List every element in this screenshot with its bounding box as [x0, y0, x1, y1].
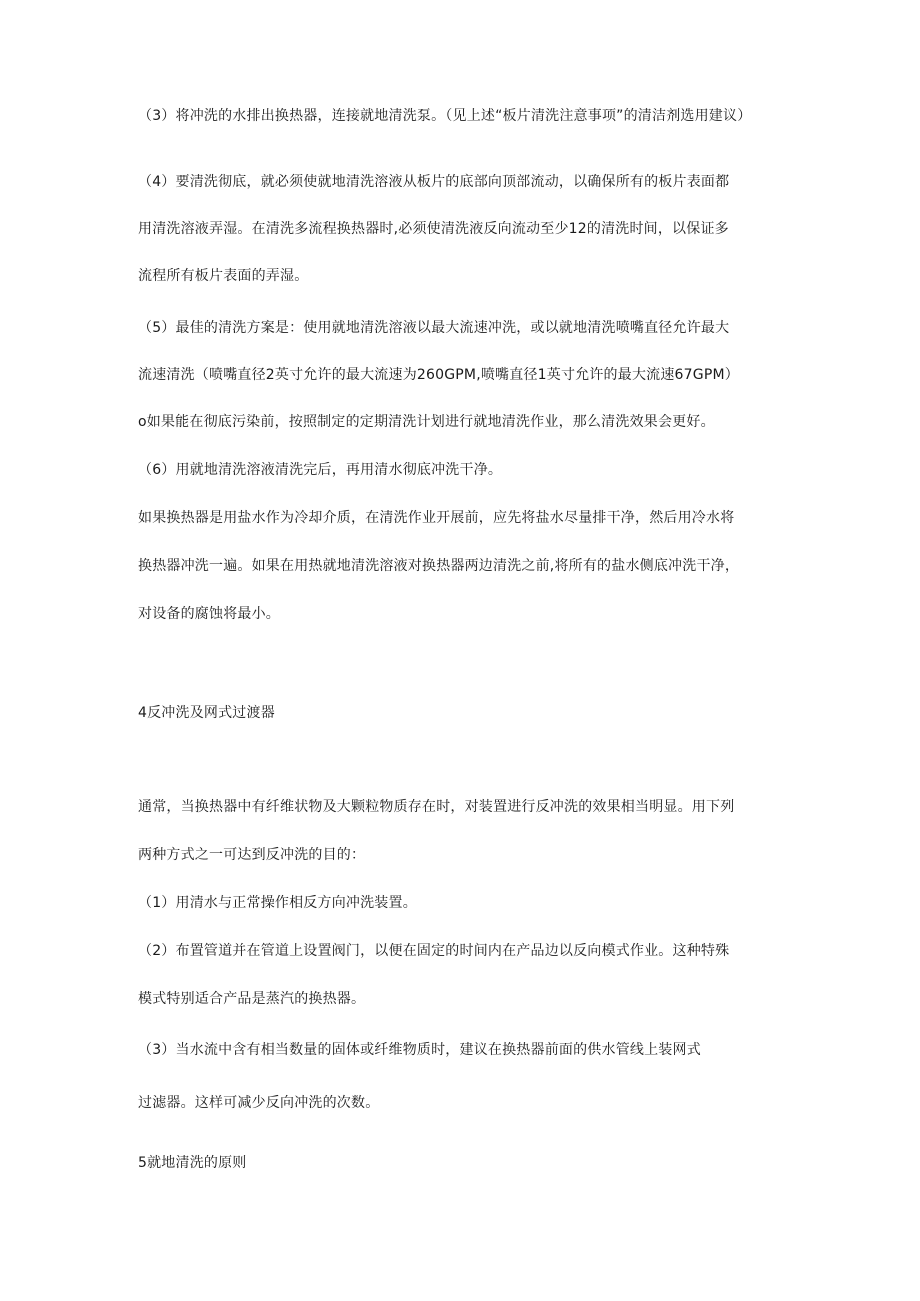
- section-heading-5: 5就地清洗的原则: [138, 1155, 247, 1171]
- paragraph-step-4-line-2: 用清洗溶液弄湿。在清洗多流程换热器时,必须使清洗液反向流动至少12的清洗时间，以保证多: [138, 221, 729, 237]
- list-item-3-line-1: （3）当水流中含有相当数量的固体或纤维物质时，建议在换热器前面的供水管线上装网式: [138, 1042, 701, 1058]
- list-item-3-line-2: 过滤器。这样可减少反向冲洗的次数。: [138, 1095, 380, 1111]
- paragraph-step-4-line-3: 流程所有板片表面的弄湿。: [138, 268, 309, 284]
- paragraph-backflush-line-2: 两种方式之一可达到反冲洗的目的：: [138, 847, 366, 863]
- paragraph-step-6: （6）用就地清洗溶液清洗完后，再用清水彻底冲洗干净。: [138, 462, 503, 478]
- paragraph-brine-line-2: 换热器冲洗一遍。如果在用热就地清洗溶液对换热器两边清洗之前,将所有的盐水侧底冲洗干净，: [138, 558, 740, 574]
- paragraph-brine-line-3: 对设备的腐蚀将最小。: [138, 606, 280, 622]
- section-heading-4: 4反冲洗及网式过渡器: [138, 705, 275, 721]
- paragraph-step-5-line-3: o如果能在彻底污染前，按照制定的定期清洗计划进行就地清洗作业，那么清洗效果会更好。: [138, 414, 715, 430]
- paragraph-step-5-line-1: （5）最佳的清洗方案是：使用就地清洗溶液以最大流速冲洗，或以就地清洗喷嘴直径允许最大: [138, 320, 730, 336]
- paragraph-step-5-line-2: 流速清洗（喷嘴直径2英寸允许的最大流速为260GPM,喷嘴直径1英寸允许的最大流速67GPM）: [138, 367, 739, 383]
- paragraph-brine-line-1: 如果换热器是用盐水作为冷却介质，在清洗作业开展前，应先将盐水尽量排干净，然后用冷水将: [138, 510, 735, 526]
- list-item-2-line-1: （2）布置管道并在管道上设置阀门，以便在固定的时间内在产品边以反向模式作业。这种特殊: [138, 943, 730, 959]
- list-item-1: （1）用清水与正常操作相反方向冲洗装置。: [138, 895, 417, 911]
- list-item-2-line-2: 模式特别适合产品是蒸汽的换热器。: [138, 991, 366, 1007]
- paragraph-step-4-line-1: （4）要清洗彻底，就必须使就地清洗溶液从板片的底部向顶部流动，以确保所有的板片表面都: [138, 174, 730, 190]
- paragraph-step-3: （3）将冲洗的水排出换热器，连接就地清洗泵。（见上述“板片清洗注意事项”的清洁剂选用建议）: [138, 108, 752, 124]
- paragraph-backflush-line-1: 通常，当换热器中有纤维状物及大颗粒物质存在时，对装置进行反冲洗的效果相当明显。用下列: [138, 799, 735, 815]
